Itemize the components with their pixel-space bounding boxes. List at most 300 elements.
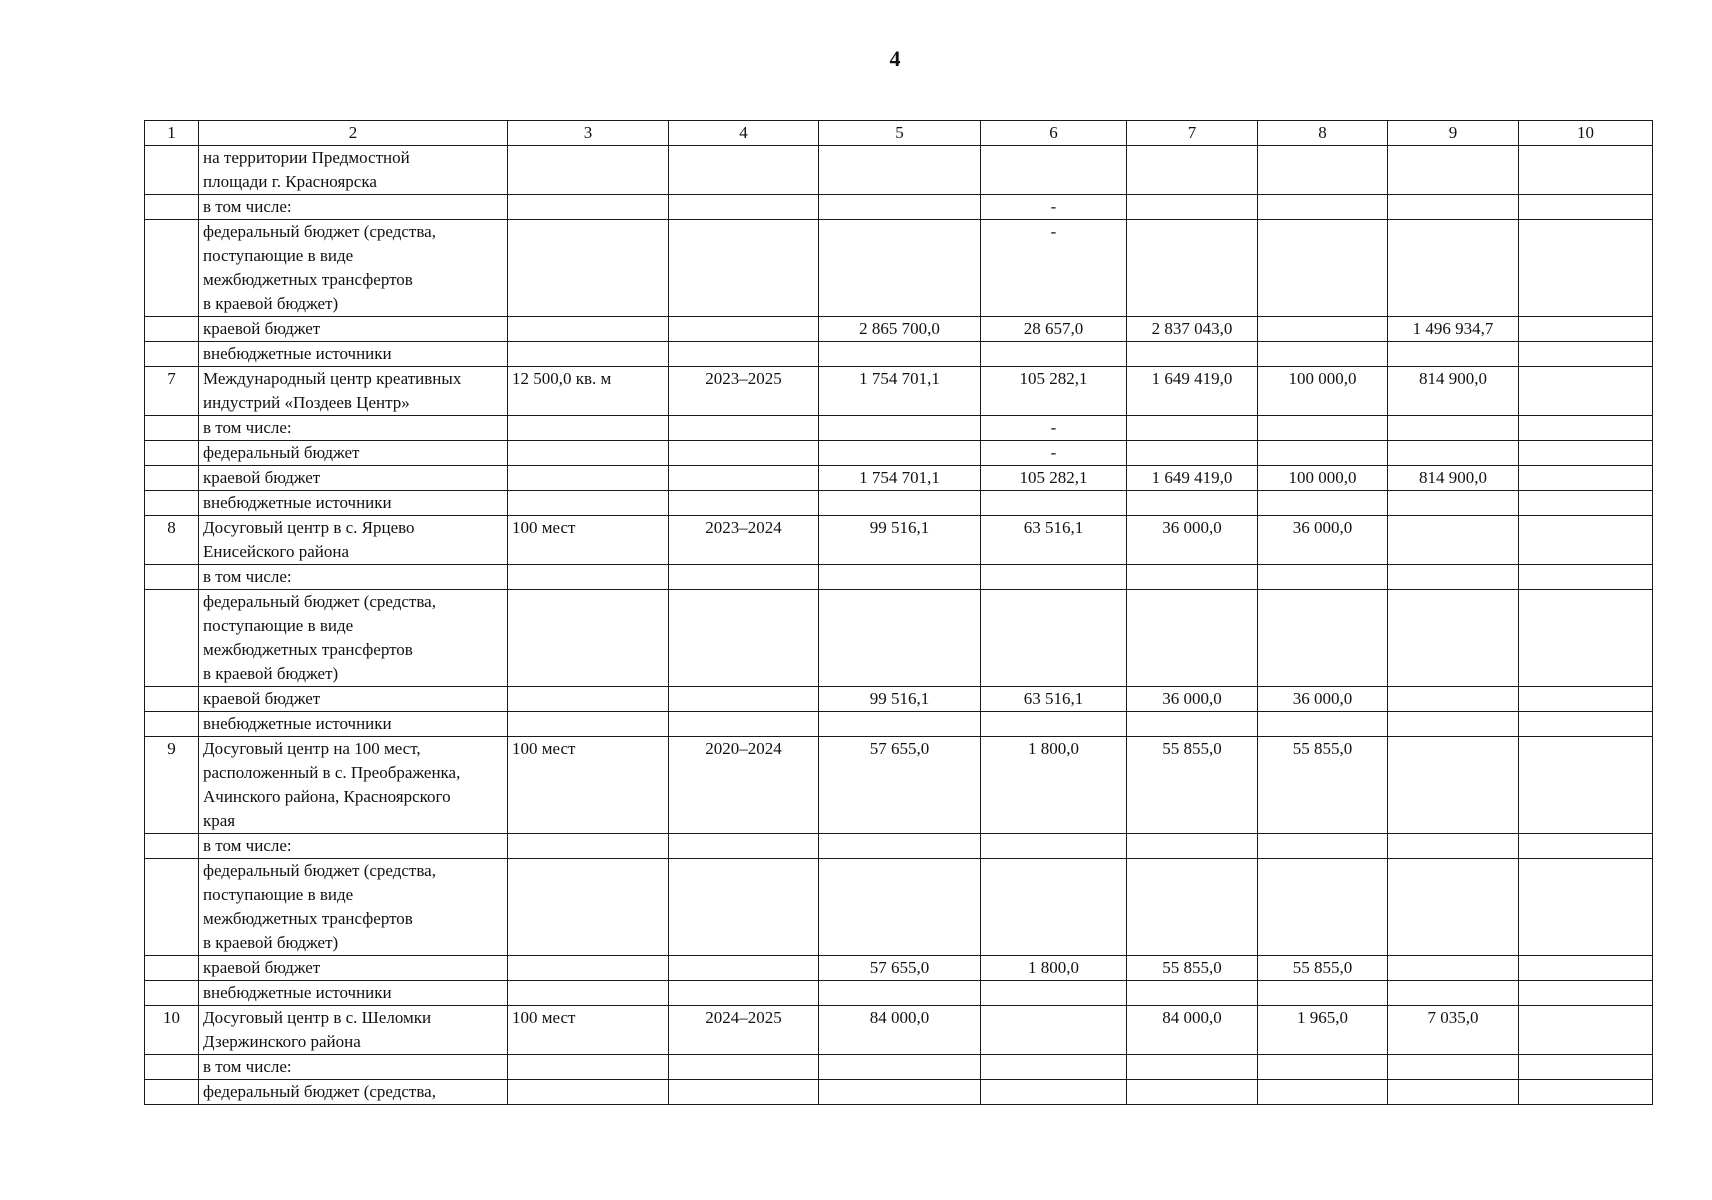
cell-period: [669, 590, 819, 687]
cell-col7: 55 855,0: [1127, 737, 1258, 834]
table-row: [145, 859, 1653, 956]
cell-col9: [1388, 565, 1519, 590]
description-line: внебюджетные источники: [203, 714, 392, 733]
cell-col5: [819, 565, 981, 590]
cell-description: [199, 342, 508, 367]
cell-period: [669, 1055, 819, 1080]
cell-col8: [1258, 1055, 1388, 1080]
cell-number: [145, 565, 199, 590]
cell-col7: [1127, 1080, 1258, 1105]
cell-col8: 55 855,0: [1258, 737, 1388, 834]
cell-col7: 84 000,0: [1127, 1006, 1258, 1055]
header-cell-4: 4: [669, 121, 819, 146]
table-row: [145, 317, 1653, 342]
cell-col8: [1258, 195, 1388, 220]
cell-col10: [1519, 981, 1653, 1006]
cell-period: [669, 195, 819, 220]
cell-description: [199, 737, 508, 834]
cell-col7: [1127, 220, 1258, 317]
cell-col10: [1519, 146, 1653, 195]
cell-period: [669, 466, 819, 491]
cell-description: [199, 195, 508, 220]
cell-col7: 2 837 043,0: [1127, 317, 1258, 342]
description-line: в краевой бюджет): [203, 933, 339, 952]
cell-col5: [819, 712, 981, 737]
cell-col10: [1519, 317, 1653, 342]
description-line: Дзержинского района: [203, 1032, 361, 1051]
cell-col10: [1519, 1080, 1653, 1105]
cell-number: 9: [145, 737, 199, 834]
cell-col6: [981, 565, 1127, 590]
cell-period: [669, 220, 819, 317]
cell-col10: [1519, 195, 1653, 220]
cell-col8: [1258, 491, 1388, 516]
header-cell-1: 1: [145, 121, 199, 146]
description-line: межбюджетных трансфертов: [203, 909, 413, 928]
cell-capacity: [508, 195, 669, 220]
cell-col6: 28 657,0: [981, 317, 1127, 342]
cell-capacity: [508, 687, 669, 712]
table-row: [145, 956, 1653, 981]
description-line: в том числе:: [203, 567, 292, 586]
table-header-row: [145, 121, 1653, 146]
cell-col9: [1388, 712, 1519, 737]
cell-capacity: [508, 1055, 669, 1080]
cell-description: [199, 712, 508, 737]
cell-col5: [819, 342, 981, 367]
cell-col7: [1127, 491, 1258, 516]
cell-col9: [1388, 859, 1519, 956]
cell-col5: [819, 834, 981, 859]
description-line: края: [203, 811, 236, 830]
description-line: межбюджетных трансфертов: [203, 270, 413, 289]
description-line: Досуговый центр в с. Ярцево: [203, 518, 415, 537]
cell-capacity: [508, 712, 669, 737]
cell-col9: [1388, 687, 1519, 712]
cell-description: [199, 956, 508, 981]
budget-table: [144, 120, 1653, 1105]
cell-period: 2023–2025: [669, 367, 819, 416]
cell-col9: [1388, 146, 1519, 195]
cell-period: [669, 834, 819, 859]
cell-col6: [981, 1006, 1127, 1055]
cell-col5: [819, 195, 981, 220]
cell-col8: [1258, 981, 1388, 1006]
cell-number: 7: [145, 367, 199, 416]
table-row: [145, 834, 1653, 859]
cell-description: [199, 687, 508, 712]
description-line: в том числе:: [203, 1057, 292, 1076]
cell-col10: [1519, 466, 1653, 491]
cell-col9: [1388, 195, 1519, 220]
cell-description: [199, 441, 508, 466]
description-line: Ачинского района, Красноярского: [203, 787, 451, 806]
description-line: федеральный бюджет (средства,: [203, 1082, 436, 1101]
cell-col8: 36 000,0: [1258, 516, 1388, 565]
cell-col9: [1388, 342, 1519, 367]
description-line: межбюджетных трансфертов: [203, 640, 413, 659]
table-row: [145, 342, 1653, 367]
cell-col8: [1258, 859, 1388, 956]
cell-col6: [981, 981, 1127, 1006]
description-line: Досуговый центр в с. Шеломки: [203, 1008, 432, 1027]
page-number: 4: [889, 46, 901, 71]
cell-capacity: 12 500,0 кв. м: [508, 367, 669, 416]
cell-col6: [981, 859, 1127, 956]
cell-col8: 100 000,0: [1258, 367, 1388, 416]
cell-number: [145, 1055, 199, 1080]
description-line: внебюджетные источники: [203, 983, 392, 1002]
cell-description: [199, 220, 508, 317]
cell-col8: [1258, 441, 1388, 466]
cell-col10: [1519, 565, 1653, 590]
cell-col9: [1388, 441, 1519, 466]
cell-capacity: [508, 416, 669, 441]
header-cell-10: 10: [1519, 121, 1653, 146]
cell-col7: 36 000,0: [1127, 516, 1258, 565]
description-line: федеральный бюджет (средства,: [203, 861, 436, 880]
description-line: в том числе:: [203, 836, 292, 855]
cell-col10: [1519, 1006, 1653, 1055]
cell-col9: 814 900,0: [1388, 367, 1519, 416]
description-line: краевой бюджет: [203, 468, 321, 487]
cell-capacity: [508, 317, 669, 342]
description-line: федеральный бюджет (средства,: [203, 222, 436, 241]
header-cell-5: 5: [819, 121, 981, 146]
cell-description: [199, 491, 508, 516]
cell-col6: [981, 834, 1127, 859]
cell-col8: [1258, 317, 1388, 342]
description-line: в краевой бюджет): [203, 664, 339, 683]
table-row: [145, 687, 1653, 712]
cell-col6: -: [981, 416, 1127, 441]
table-row: [145, 146, 1653, 195]
cell-col5: [819, 859, 981, 956]
cell-number: [145, 590, 199, 687]
cell-col7: [1127, 981, 1258, 1006]
cell-col10: [1519, 516, 1653, 565]
table-row: [145, 516, 1653, 565]
cell-col6: [981, 1080, 1127, 1105]
cell-number: [145, 416, 199, 441]
cell-period: 2024–2025: [669, 1006, 819, 1055]
cell-col9: 7 035,0: [1388, 1006, 1519, 1055]
description-line: федеральный бюджет (средства,: [203, 592, 436, 611]
cell-col9: [1388, 737, 1519, 834]
cell-number: [145, 146, 199, 195]
header-cell-9: 9: [1388, 121, 1519, 146]
description-line: в том числе:: [203, 418, 292, 437]
cell-capacity: [508, 1080, 669, 1105]
cell-col6: -: [981, 441, 1127, 466]
description-line: площади г. Красноярска: [203, 172, 377, 191]
cell-number: [145, 342, 199, 367]
cell-capacity: [508, 834, 669, 859]
cell-col5: [819, 1080, 981, 1105]
cell-col5: [819, 491, 981, 516]
cell-col5: [819, 1055, 981, 1080]
cell-col7: 36 000,0: [1127, 687, 1258, 712]
cell-number: [145, 834, 199, 859]
cell-description: [199, 590, 508, 687]
cell-col6: [981, 146, 1127, 195]
cell-col9: [1388, 834, 1519, 859]
header-cell-3: 3: [508, 121, 669, 146]
table-row: [145, 491, 1653, 516]
cell-col9: 814 900,0: [1388, 466, 1519, 491]
cell-period: [669, 956, 819, 981]
table-row: [145, 590, 1653, 687]
table-row: [145, 1055, 1653, 1080]
cell-description: [199, 516, 508, 565]
cell-col10: [1519, 220, 1653, 317]
cell-col7: [1127, 859, 1258, 956]
cell-col7: [1127, 146, 1258, 195]
description-line: краевой бюджет: [203, 689, 321, 708]
cell-col10: [1519, 687, 1653, 712]
cell-col7: [1127, 441, 1258, 466]
description-line: в краевой бюджет): [203, 294, 339, 313]
cell-col5: 99 516,1: [819, 516, 981, 565]
description-line: поступающие в виде: [203, 246, 354, 265]
cell-capacity: 100 мест: [508, 516, 669, 565]
description-line: краевой бюджет: [203, 319, 321, 338]
cell-col10: [1519, 712, 1653, 737]
cell-col5: [819, 590, 981, 687]
cell-col5: 1 754 701,1: [819, 466, 981, 491]
cell-col7: [1127, 416, 1258, 441]
cell-number: [145, 859, 199, 956]
table-row: [145, 367, 1653, 416]
cell-capacity: [508, 491, 669, 516]
cell-period: [669, 317, 819, 342]
cell-number: [145, 1080, 199, 1105]
table-row: [145, 1080, 1653, 1105]
cell-period: [669, 687, 819, 712]
cell-col5: [819, 220, 981, 317]
cell-col10: [1519, 737, 1653, 834]
cell-col10: [1519, 590, 1653, 687]
cell-col8: [1258, 712, 1388, 737]
cell-col9: 1 496 934,7: [1388, 317, 1519, 342]
cell-col8: [1258, 416, 1388, 441]
cell-col7: [1127, 565, 1258, 590]
cell-col8: [1258, 342, 1388, 367]
cell-col6: 1 800,0: [981, 956, 1127, 981]
cell-period: [669, 342, 819, 367]
description-line: на территории Предмостной: [203, 148, 410, 167]
cell-col9: [1388, 956, 1519, 981]
table-row: [145, 220, 1653, 317]
cell-col8: [1258, 220, 1388, 317]
cell-col7: [1127, 590, 1258, 687]
cell-number: [145, 981, 199, 1006]
cell-description: [199, 565, 508, 590]
cell-number: 10: [145, 1006, 199, 1055]
cell-capacity: [508, 146, 669, 195]
cell-col8: 36 000,0: [1258, 687, 1388, 712]
cell-col6: 105 282,1: [981, 367, 1127, 416]
cell-period: 2020–2024: [669, 737, 819, 834]
cell-period: [669, 712, 819, 737]
cell-col7: 1 649 419,0: [1127, 466, 1258, 491]
header-cell-2: 2: [199, 121, 508, 146]
description-line: индустрий «Поздеев Центр»: [203, 393, 410, 412]
cell-number: [145, 441, 199, 466]
description-line: краевой бюджет: [203, 958, 321, 977]
cell-number: [145, 195, 199, 220]
cell-capacity: [508, 220, 669, 317]
cell-capacity: [508, 466, 669, 491]
cell-capacity: [508, 441, 669, 466]
header-cell-8: 8: [1258, 121, 1388, 146]
header-cell-7: 7: [1127, 121, 1258, 146]
cell-col8: [1258, 146, 1388, 195]
table-row: [145, 466, 1653, 491]
cell-period: 2023–2024: [669, 516, 819, 565]
cell-description: [199, 146, 508, 195]
description-line: внебюджетные источники: [203, 344, 392, 363]
cell-col10: [1519, 416, 1653, 441]
cell-col9: [1388, 491, 1519, 516]
description-line: Енисейского района: [203, 542, 350, 561]
cell-col10: [1519, 491, 1653, 516]
cell-number: 8: [145, 516, 199, 565]
cell-col10: [1519, 1055, 1653, 1080]
cell-number: [145, 491, 199, 516]
cell-period: [669, 565, 819, 590]
cell-period: [669, 441, 819, 466]
cell-col6: 105 282,1: [981, 466, 1127, 491]
cell-description: [199, 834, 508, 859]
cell-col7: 55 855,0: [1127, 956, 1258, 981]
cell-description: [199, 367, 508, 416]
cell-col6: 1 800,0: [981, 737, 1127, 834]
cell-col9: [1388, 1055, 1519, 1080]
table-row: [145, 441, 1653, 466]
cell-col7: [1127, 195, 1258, 220]
cell-col7: [1127, 1055, 1258, 1080]
cell-col10: [1519, 834, 1653, 859]
cell-col10: [1519, 342, 1653, 367]
cell-col7: [1127, 342, 1258, 367]
description-line: в том числе:: [203, 197, 292, 216]
cell-col8: [1258, 834, 1388, 859]
cell-col6: [981, 1055, 1127, 1080]
cell-col9: [1388, 1080, 1519, 1105]
cell-col5: [819, 441, 981, 466]
cell-col8: 55 855,0: [1258, 956, 1388, 981]
cell-number: [145, 317, 199, 342]
cell-description: [199, 1080, 508, 1105]
cell-col5: 57 655,0: [819, 956, 981, 981]
cell-col9: [1388, 590, 1519, 687]
description-line: поступающие в виде: [203, 885, 354, 904]
cell-col6: [981, 712, 1127, 737]
table-row: [145, 981, 1653, 1006]
table-row: [145, 712, 1653, 737]
cell-col9: [1388, 981, 1519, 1006]
cell-number: [145, 220, 199, 317]
description-line: Досуговый центр на 100 мест,: [203, 739, 421, 758]
cell-period: [669, 1080, 819, 1105]
cell-period: [669, 859, 819, 956]
cell-description: [199, 1055, 508, 1080]
cell-col9: [1388, 220, 1519, 317]
cell-col7: [1127, 712, 1258, 737]
cell-col5: 84 000,0: [819, 1006, 981, 1055]
cell-col5: [819, 146, 981, 195]
cell-capacity: [508, 956, 669, 981]
cell-description: [199, 416, 508, 441]
cell-col6: -: [981, 220, 1127, 317]
cell-period: [669, 146, 819, 195]
cell-description: [199, 981, 508, 1006]
table-row: [145, 565, 1653, 590]
header-cell-6: 6: [981, 121, 1127, 146]
cell-col6: [981, 342, 1127, 367]
cell-col7: 1 649 419,0: [1127, 367, 1258, 416]
cell-col10: [1519, 859, 1653, 956]
cell-col7: [1127, 834, 1258, 859]
cell-col6: [981, 590, 1127, 687]
cell-col8: 1 965,0: [1258, 1006, 1388, 1055]
cell-capacity: [508, 342, 669, 367]
cell-col5: 57 655,0: [819, 737, 981, 834]
cell-description: [199, 317, 508, 342]
cell-col8: [1258, 590, 1388, 687]
cell-capacity: 100 мест: [508, 737, 669, 834]
cell-col8: [1258, 1080, 1388, 1105]
cell-col6: -: [981, 195, 1127, 220]
cell-description: [199, 1006, 508, 1055]
table-body: [145, 121, 1653, 1105]
description-line: федеральный бюджет: [203, 443, 360, 462]
table-row: [145, 1006, 1653, 1055]
cell-col10: [1519, 367, 1653, 416]
cell-col10: [1519, 956, 1653, 981]
description-line: внебюджетные источники: [203, 493, 392, 512]
cell-col5: [819, 981, 981, 1006]
description-line: поступающие в виде: [203, 616, 354, 635]
cell-period: [669, 491, 819, 516]
cell-capacity: [508, 981, 669, 1006]
cell-number: [145, 687, 199, 712]
cell-number: [145, 956, 199, 981]
cell-col5: 2 865 700,0: [819, 317, 981, 342]
cell-capacity: [508, 565, 669, 590]
cell-period: [669, 981, 819, 1006]
cell-col5: 99 516,1: [819, 687, 981, 712]
cell-col8: [1258, 565, 1388, 590]
cell-col9: [1388, 516, 1519, 565]
cell-col8: 100 000,0: [1258, 466, 1388, 491]
cell-description: [199, 859, 508, 956]
description-line: Международный центр креативных: [203, 369, 462, 388]
cell-col9: [1388, 416, 1519, 441]
cell-col5: 1 754 701,1: [819, 367, 981, 416]
cell-col6: 63 516,1: [981, 516, 1127, 565]
cell-capacity: 100 мест: [508, 1006, 669, 1055]
cell-col10: [1519, 441, 1653, 466]
cell-col6: 63 516,1: [981, 687, 1127, 712]
cell-col6: [981, 491, 1127, 516]
cell-description: [199, 466, 508, 491]
table-row: [145, 195, 1653, 220]
table-row: [145, 416, 1653, 441]
table-row: [145, 737, 1653, 834]
description-line: расположенный в с. Преображенка,: [203, 763, 461, 782]
